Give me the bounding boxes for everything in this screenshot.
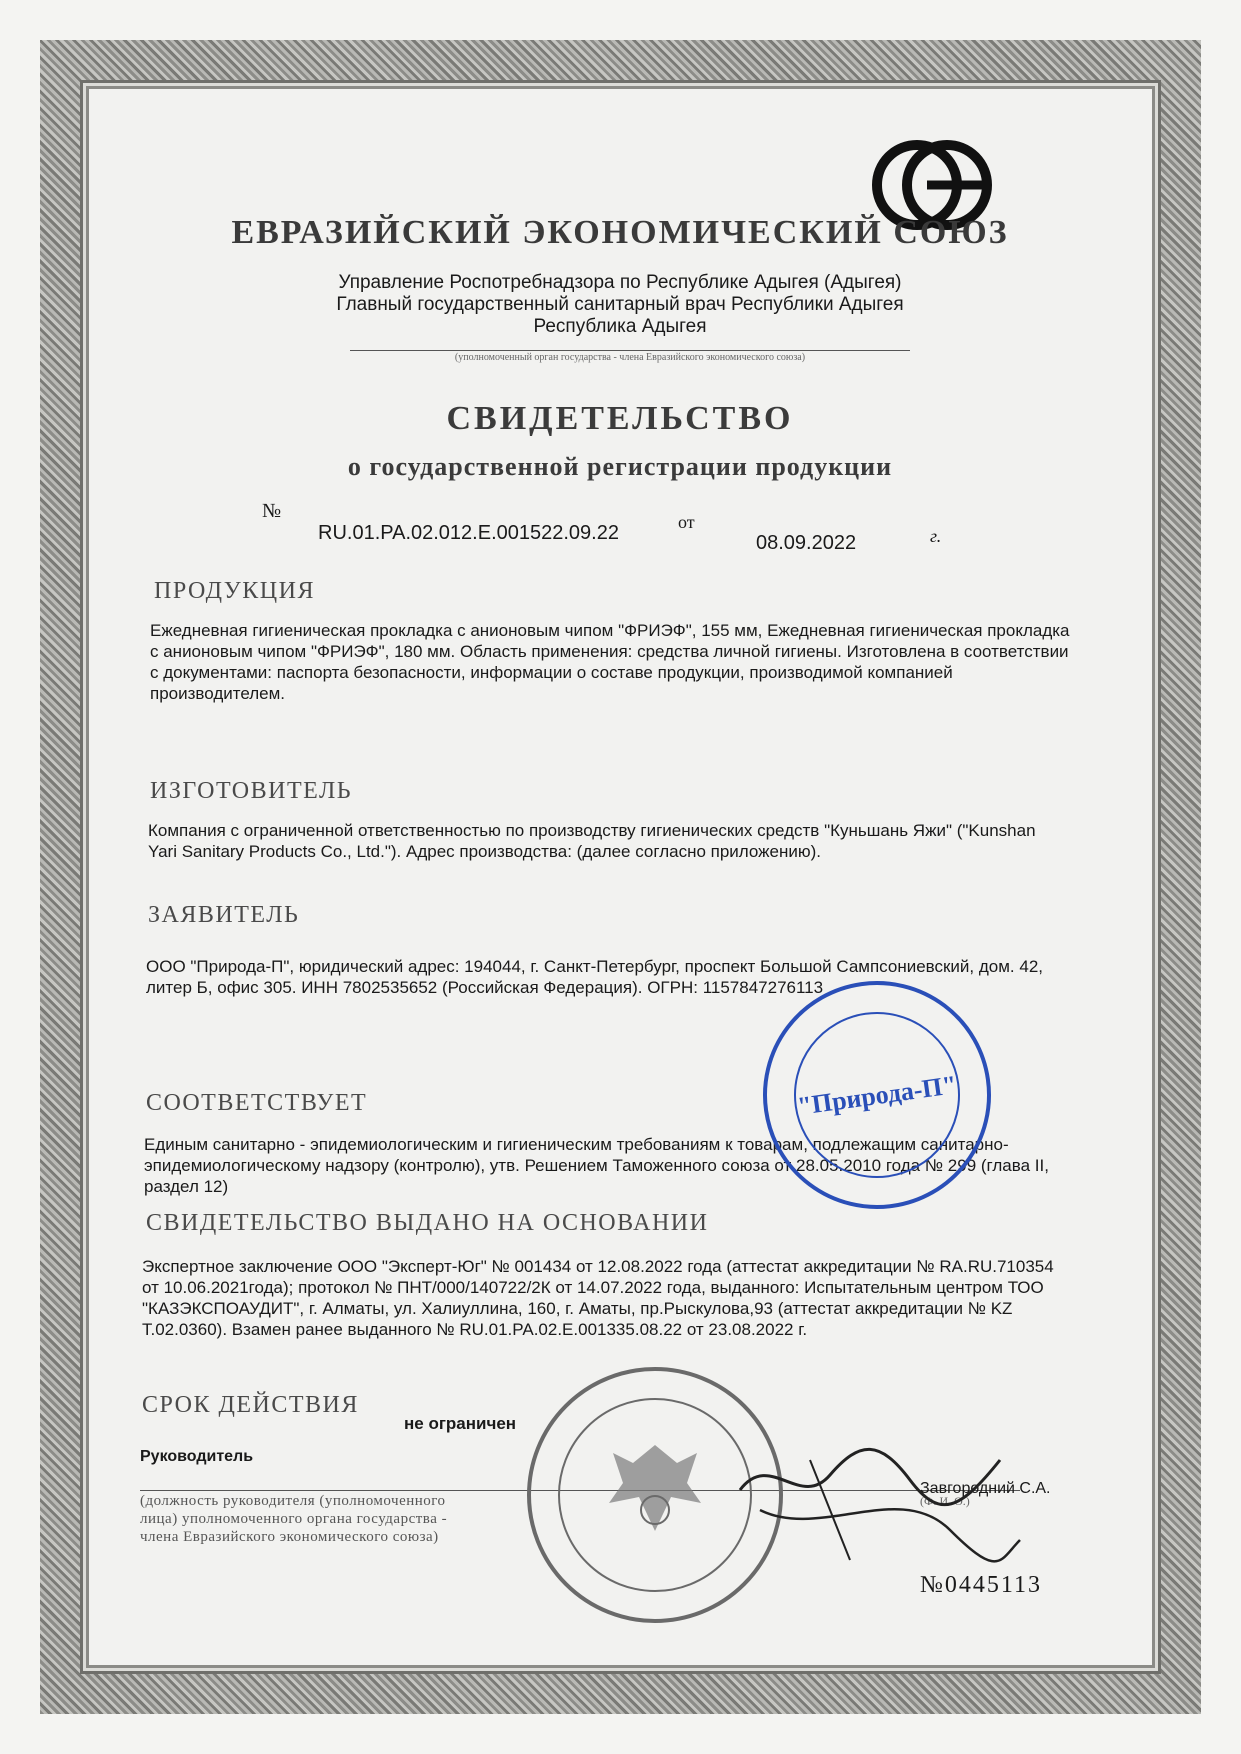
date-from-label: от	[678, 512, 695, 532]
handwritten-signature	[700, 1420, 1030, 1580]
manufacturer-heading: ИЗГОТОВИТЕЛЬ	[150, 778, 353, 804]
validity-heading: СРОК ДЕЙСТВИЯ	[142, 1392, 359, 1418]
authority-divider	[350, 350, 910, 351]
blank-number: №0445113	[920, 1572, 1043, 1598]
union-title: ЕВРАЗИЙСКИЙ ЭКОНОМИЧЕСКИЙ СОЮЗ	[231, 214, 1009, 251]
year-suffix: г.	[930, 526, 942, 546]
position-note-line-1: (должность руководителя (уполномоченного	[140, 1493, 446, 1509]
authority-note: (уполномоченный орган государства - члена Евразийского экономического союза)	[454, 352, 806, 363]
signatory-position: Руководитель	[140, 1448, 254, 1465]
applicant-company-stamp	[752, 970, 1002, 1220]
applicant-heading: ЗАЯВИТЕЛЬ	[148, 902, 300, 928]
number-sign: №	[262, 500, 282, 522]
conforms-text: Единым санитарно - эпидемиологическим и гигиеническим требованиям к товарам, подлежащим санитарно-эпидемиологическому надзору (контролю), утв. Решением Таможенного союза от 28.05.2010 года № 299 (глава II, раздел 12)	[144, 1135, 1049, 1196]
conforms-heading: СООТВЕТСТВУЕТ	[146, 1090, 368, 1116]
registration-number: RU.01.PA.02.012.E.001522.09.22	[318, 522, 619, 544]
validity-value: не ограничен	[404, 1414, 517, 1433]
authority-line-2: Главный государственный санитарный врач Республики Адыгея	[336, 294, 904, 315]
registration-date: 08.09.2022	[756, 532, 857, 554]
authority-block	[270, 272, 970, 338]
position-note-line-3: члена Евразийского экономического союза)	[140, 1529, 439, 1545]
basis-text: Экспертное заключение ООО "Эксперт-Юг" № 001434 от 12.08.2022 года (аттестат аккредитации № RA.RU.710354 от 10.06.2021года); протокол № ПНТ/000/140722/2К от 14.07.2022 года, выданного: Испытательным центром ТОО "КАЗЭКСПОАУДИТ", г. Алматы, ул. Халиуллина, 160, г. Аматы, пр.Рыскулова,93 (аттестат аккредитации № KZ T.02.0360). Взамен ранее выданного № RU.01.PA.02.E.001335.08.22 от 23.08.2022 г.	[142, 1257, 1054, 1339]
certificate-title: СВИДЕТЕЛЬСТВО	[446, 400, 794, 437]
name-note: (Ф. И. О.)	[920, 1494, 970, 1508]
signatory-name: Завгородний С.А.	[920, 1480, 1051, 1497]
position-note-line-2: лица) уполномоченного органа государства -	[140, 1511, 448, 1527]
certificate-subtitle: о государственной регистрации продукции	[347, 452, 893, 481]
product-heading: ПРОДУКЦИЯ	[154, 578, 315, 604]
manufacturer-text: Компания с ограниченной ответственностью по производству гигиенических средств "Куньшань Яжи" ("Kunshan Yari Sanitary Products Co., Ltd."). Адрес производства: (далее согласно приложению).	[148, 821, 1036, 861]
authority-line-1: Управление Роспотребнадзора по Республике Адыгея (Адыгея)	[338, 272, 902, 293]
authority-line-3: Республика Адыгея	[533, 316, 707, 337]
applicant-stamp-text: "Природа-П"	[795, 1069, 959, 1122]
product-text: Ежедневная гигиеническая прокладка с анионовым чипом "ФРИЭФ", 155 мм, Ежедневная гигиеническая прокладка с анионовым чипом "ФРИЭФ", 180 мм. Область применения: средства личной гигиены. Изготовлена в соответствии с документами: паспорта безопасности, информации о составе продукции, производимой компанией производителем.	[150, 621, 1070, 703]
position-note	[140, 1492, 560, 1546]
applicant-text: ООО "Природа-П", юридический адрес: 194044, г. Санкт-Петербург, проспект Большой Сампсониевский, дом. 42, литер Б, офис 305. ИНН 7802535652 (Российская Федерация). ОГРН: 1157847276113	[146, 957, 1044, 997]
basis-heading: СВИДЕТЕЛЬСТВО ВЫДАНО НА ОСНОВАНИИ	[146, 1210, 709, 1236]
